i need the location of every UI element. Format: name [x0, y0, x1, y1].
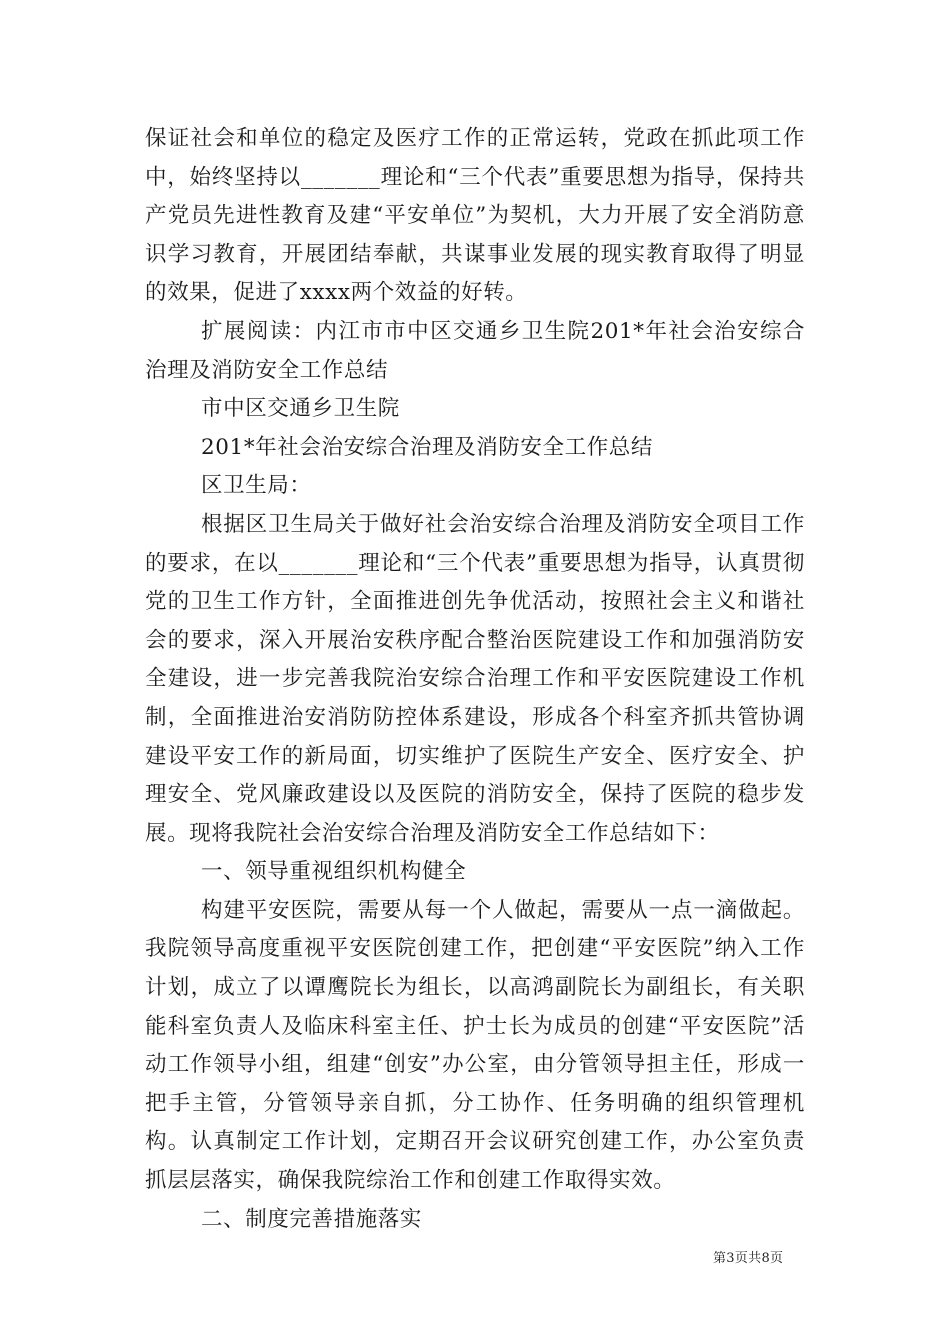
paragraph-section-1: 构建平安医院，需要从每一个人做起，需要从一点一滴做起。我院领导高度重视平安医院创建工作，把创建“平安医院”纳入工作计划，成立了以谭鹰院长为组长，以高鸿副院长为副组长，有关职能科室负责人及临床科室主任、护士长为成员的创建“平安医院”活动工作领导小组，组建“创安”办公室，由分管领导担主任，形成一把手主管，分管领导亲自抓，分工协作、任务明确的组织管理机构。认真制定工作计划，定期召开会议研究创建工作，办公室负责抓层层落实，确保我院综治工作和创建工作取得实效。 — [145, 897, 805, 1194]
hospital-name: 市中区交通乡卫生院 — [201, 396, 400, 422]
paragraph-extended-reading: 扩展阅读：内江市市中区交通乡卫生院201*年社会治安综合治理及消防安全工作总结 — [145, 318, 805, 383]
report-title: 201*年社会治安综合治理及消防安全工作总结 — [201, 434, 653, 460]
section-heading-1: 一、领导重视组织机构健全 — [201, 859, 467, 885]
document-body — [145, 120, 805, 1239]
paragraph-continued: 保证社会和单位的稳定及医疗工作的正常运转，党政在抓此项工作中，始终坚持以_______理论和“三个代表”重要思想为指导，保持共产党员先进性教育及建“平安单位”为契机，大力开展了安全消防意识学习教育，开展团结奉献，共谋事业发展的现实教育取得了明显的效果，促进了xxxx两个效益的好转。 — [145, 126, 805, 306]
addressee: 区卫生局： — [201, 473, 312, 499]
section-heading-2: 二、制度完善措施落实 — [201, 1206, 423, 1232]
paragraph-intro: 根据区卫生局关于做好社会治安综合治理及消防安全项目工作的要求，在以_______理论和“三个代表”重要思想为指导，认真贯彻党的卫生工作方针，全面推进创先争优活动，按照社会主义和谐社会的要求，深入开展治安秩序配合整治医院建设工作和加强消防安全建设，进一步完善我院治安综合治理工作和平安医院建设工作机制，全面推进治安消防防控体系建设，形成各个科室齐抓共管协调建设平安工作的新局面，切实维护了医院生产安全、医疗安全、护理安全、党风廉政建设以及医院的消防安全，保持了医院的稳步发展。现将我院社会治安综合治理及消防安全工作总结如下： — [145, 511, 805, 846]
page-number: 第3页共8页 — [713, 1251, 784, 1266]
